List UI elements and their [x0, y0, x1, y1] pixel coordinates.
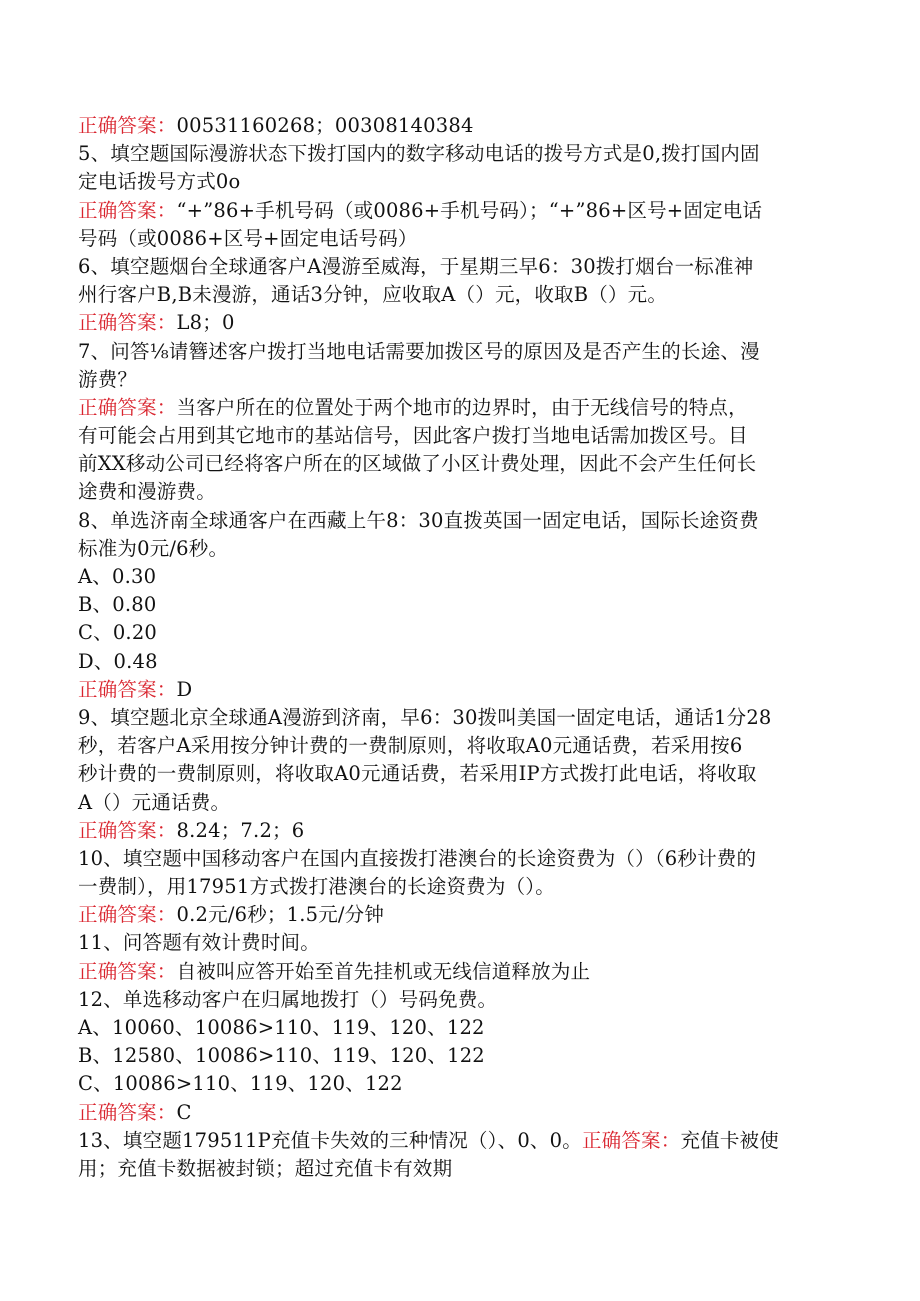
text-span: 号码（或0086+区号+固定电话号码） — [78, 226, 418, 250]
text-line — [78, 478, 838, 506]
text-line — [78, 507, 838, 535]
text-span: 10、填空题中国移动客户在国内直接拨打港澳台的长途资费为（）（6秒计费的 — [78, 846, 757, 870]
answer-label: 正确答案： — [78, 677, 177, 701]
answer-text: 充值卡被使 — [680, 1128, 779, 1152]
answer-line — [78, 958, 838, 986]
text-span: 前XX移动公司已经将客户所在的区域做了小区计费处理，因此不会产生任何长 — [78, 452, 757, 476]
text-line — [78, 140, 838, 168]
text-span: 途费和漫游费。 — [78, 480, 216, 504]
text-span: D、0.48 — [78, 649, 158, 673]
answer-text: 0.2元/6秒；1.5元/分钟 — [176, 903, 385, 927]
text-line — [78, 450, 838, 478]
text-line — [78, 1127, 838, 1155]
answer-label: 正确答案： — [78, 198, 177, 222]
text-span: 有可能会占用到其它地市的基站信号，因此客户拨打当地电话需加拨区号。目 — [78, 424, 748, 448]
answer-label: 正确答案： — [581, 1128, 681, 1152]
document-page — [78, 112, 838, 1183]
text-span: 5、填空题国际漫游状态下拨打国内的数字移动电话的拨号方式是0,拨打国内固 — [78, 142, 760, 166]
text-line — [78, 873, 838, 901]
answer-text: 8.24；7.2；6 — [176, 818, 305, 842]
text-span: C、10086>110、119、120、122 — [78, 1072, 403, 1096]
text-span: A、0.30 — [78, 565, 157, 588]
text-span: 8、单选济南全球通客户在西藏上午8：30直拨英国一固定电话，国际长途资费 — [78, 508, 759, 532]
text-line — [78, 1042, 838, 1070]
text-span: 秒，若客户A采用按分钟计费的一费制原则，将收取A0元通话费，若采用按6 — [78, 734, 743, 758]
answer-text: C — [176, 1100, 192, 1124]
answer-label: 正确答案： — [78, 311, 177, 335]
text-line — [78, 253, 838, 281]
text-span: 7、问答⅛请簪述客户拨打当地电话需要加拨区号的原因及是否产生的长途、漫 — [78, 339, 760, 363]
answer-text: 00531160268；00308140384 — [176, 114, 474, 137]
text-line — [78, 535, 838, 563]
answer-line — [78, 676, 838, 704]
answer-label: 正确答案： — [78, 395, 177, 419]
answer-label: 正确答案： — [78, 959, 177, 983]
text-span: 用；充值卡数据被封锁；超过充值卡有效期 — [78, 1156, 453, 1180]
text-span: 秒计费的一费制原则，将收取A0元通话费，若采用IP方式拨打此电话，将收取 — [78, 762, 757, 786]
text-span: 11、问答题有效计费时间。 — [78, 931, 320, 955]
text-span: B、0.80 — [78, 593, 157, 617]
answer-line — [78, 1099, 838, 1127]
text-line — [78, 225, 838, 253]
text-span: 游费？ — [78, 367, 138, 391]
text-line — [78, 929, 838, 957]
text-span: C、0.20 — [78, 621, 158, 645]
text-line — [78, 732, 838, 760]
answer-line — [78, 901, 838, 929]
answer-text: D — [176, 677, 193, 701]
answer-line — [78, 394, 838, 422]
answer-label: 正确答案： — [78, 818, 177, 842]
text-line — [78, 986, 838, 1014]
text-line — [78, 591, 838, 619]
answer-label: 正确答案： — [78, 114, 177, 137]
text-span: 标准为0元/6秒。 — [78, 536, 229, 560]
text-line — [78, 648, 838, 676]
text-span: 12、单选移动客户在归属地拨打（）号码免费。 — [78, 987, 498, 1011]
text-line — [78, 1155, 838, 1183]
answer-line — [78, 309, 838, 337]
answer-label: 正确答案： — [78, 903, 177, 927]
text-line — [78, 704, 838, 732]
text-span: 一费制），用17951方式拨打港澳台的长途资费为（）。 — [78, 875, 555, 899]
answer-text: 自被叫应答开始至首先挂机或无线信道释放为止 — [176, 959, 591, 983]
text-line — [78, 338, 838, 366]
text-line — [78, 281, 838, 309]
answer-label: 正确答案： — [78, 1100, 177, 1124]
answer-text: “+”86+手机号码（或0086+手机号码）；“+”86+区号+固定电话 — [176, 198, 763, 222]
text-line — [78, 619, 838, 647]
text-line — [78, 422, 838, 450]
text-span: B、12580、10086>110、119、120、122 — [78, 1044, 485, 1068]
text-span: A（）元通话费。 — [78, 790, 231, 814]
answer-line — [78, 817, 838, 845]
answer-line — [78, 197, 838, 225]
text-line — [78, 789, 838, 817]
text-line — [78, 1014, 838, 1042]
text-line — [78, 845, 838, 873]
text-line — [78, 366, 838, 394]
text-span: 6、填空题烟台全球通客户A漫游至威海，于星期三早6：30拨打烟台一标准神 — [78, 254, 754, 278]
question-text: 13、填空题179511P充值卡失效的三种情况（）、0、0。 — [78, 1128, 582, 1152]
text-span: 定电话拨号方式0o — [78, 170, 241, 194]
answer-text: L8；0 — [176, 311, 235, 335]
answer-line — [78, 112, 838, 140]
text-span: A、10060、10086>110、119、120、122 — [78, 1016, 485, 1039]
text-line — [78, 168, 838, 196]
text-line — [78, 563, 838, 591]
text-span: 9、填空题北京全球通A漫游到济南，早6：30拨叫美国一固定电话，通话1分28 — [78, 705, 772, 729]
answer-text: 当客户所在的位置处于两个地市的边界时，由于无线信号的特点， — [176, 395, 748, 419]
text-span: 州行客户B,B未漫游，通话3分钟，应收取A（）元，收取B（）元。 — [78, 283, 668, 307]
text-line — [78, 760, 838, 788]
text-line — [78, 1070, 838, 1098]
